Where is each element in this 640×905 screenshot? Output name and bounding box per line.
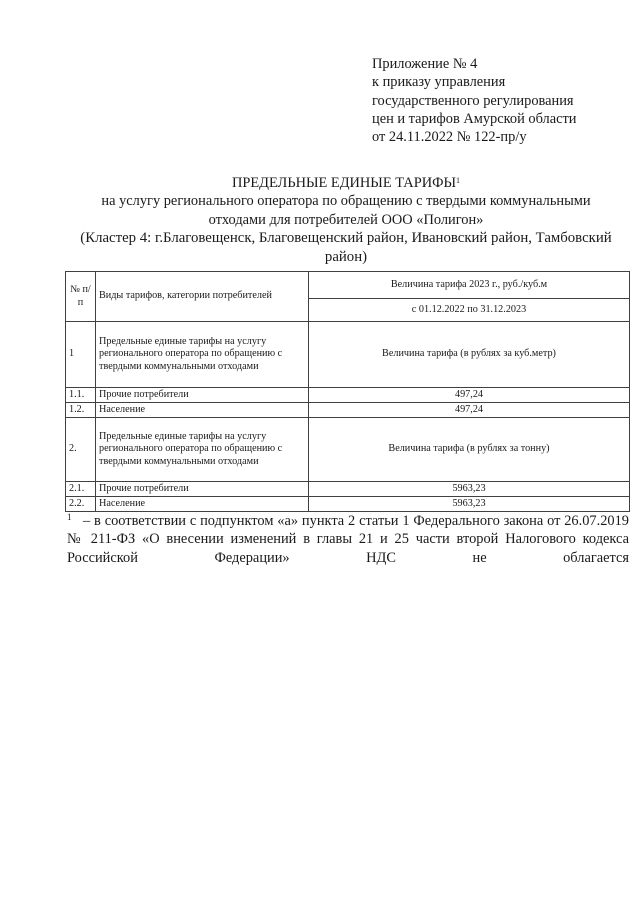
appendix-line: Приложение № 4 xyxy=(372,56,478,72)
appendix-block xyxy=(372,55,632,146)
title-footnote-mark: 1 xyxy=(456,176,461,185)
document-subtitle-line: на услугу регионального оператора по обращению с твердыми коммунальными xyxy=(101,193,591,210)
row-num: 2.2. xyxy=(66,497,96,512)
section-unit: Величина тарифа (в рублях за куб.метр) xyxy=(309,322,630,388)
row-num: 1.1. xyxy=(66,388,96,403)
cluster-line: (Кластер 4: г.Благовещенск, Благовещенский район, Ивановский район, Тамбовский xyxy=(80,230,612,247)
header-type: Виды тарифов, категории потребителей xyxy=(96,272,309,322)
table-header-row xyxy=(66,272,630,299)
row-num: 2.1. xyxy=(66,482,96,497)
section-unit: Величина тарифа (в рублях за тонну) xyxy=(309,418,630,482)
footnote-mark: 1 xyxy=(67,512,72,522)
row-num: 1.2. xyxy=(66,403,96,418)
row-value: 497,24 xyxy=(309,388,630,403)
title-text: ПРЕДЕЛЬНЫЕ ЕДИНЫЕ ТАРИФЫ xyxy=(231,175,457,191)
section-title: Предельные единые тарифы на услугу регионального оператора по обращению с твердыми коммунальными отходами xyxy=(96,418,309,482)
row-value: 5963,23 xyxy=(309,497,630,512)
table-row xyxy=(66,403,630,418)
row-category: Прочие потребители xyxy=(96,482,309,497)
table-section-row xyxy=(66,418,630,482)
appendix-line: от 24.11.2022 № 122-пр/у xyxy=(372,129,527,146)
section-title: Предельные единые тарифы на услугу регионального оператора по обращению с твердыми коммунальными отходами xyxy=(96,322,309,388)
table-row xyxy=(66,388,630,403)
header-num: № п/п xyxy=(66,272,96,322)
tariff-table xyxy=(65,271,630,512)
cluster-line: район) xyxy=(324,248,368,265)
header-period: с 01.12.2022 по 31.12.2023 xyxy=(309,299,630,322)
row-value: 5963,23 xyxy=(309,482,630,497)
table-row xyxy=(66,497,630,512)
section-num: 1 xyxy=(66,322,96,388)
footnote-text: – в соответствии с подпунктом «а» пункта 2 статьи 1 Федерального закона от 26.07.2019 № 211-ФЗ «О внесении изменений в главы 21 и 25 части второй Налогового кодекса Российской Федерации» НДС не облагается xyxy=(67,513,629,566)
row-category: Население xyxy=(96,403,309,418)
document-subtitle-line: отходами для потребителей ООО «Полигон» xyxy=(208,211,484,228)
row-value: 497,24 xyxy=(309,403,630,418)
appendix-line: цен и тарифов Амурской области xyxy=(372,110,577,127)
section-num: 2. xyxy=(66,418,96,482)
row-category: Население xyxy=(96,497,309,512)
footnote xyxy=(67,512,629,567)
document-heading xyxy=(62,174,630,266)
appendix-line: государственного регулирования xyxy=(372,92,574,109)
appendix-line: к приказу управления xyxy=(372,74,506,91)
row-category: Прочие потребители xyxy=(96,388,309,403)
table-row xyxy=(66,482,630,497)
document-title xyxy=(62,174,630,192)
table-section-row xyxy=(66,322,630,388)
header-value: Величина тарифа 2023 г., руб./куб.м xyxy=(309,272,630,299)
